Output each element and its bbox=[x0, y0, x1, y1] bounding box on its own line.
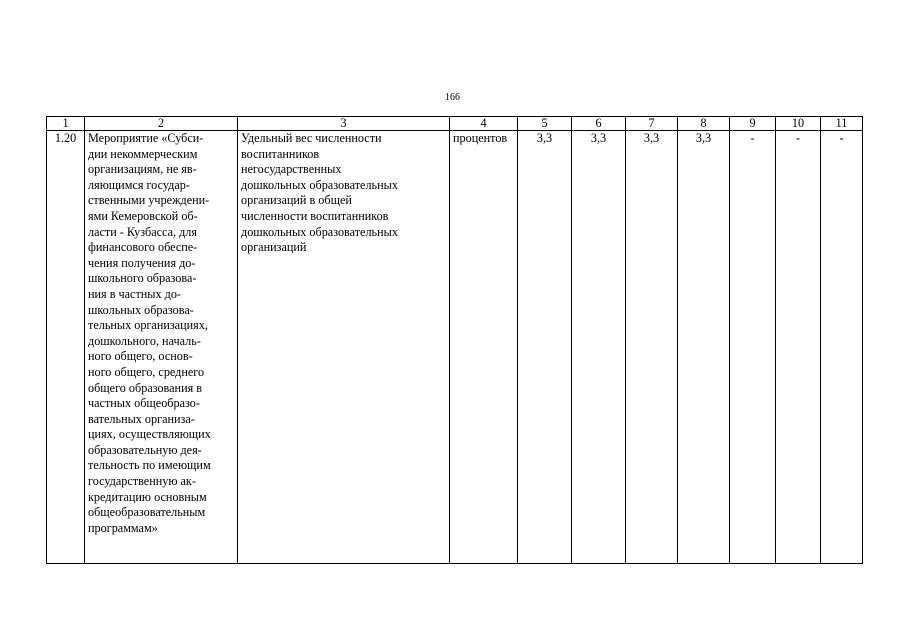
value-col-6: 3,3 bbox=[572, 131, 626, 564]
table-row bbox=[47, 131, 863, 564]
indicator-name: Удельный вес численности воспитанников негосударственных дошкольных образовательных организаций в общей численности воспитанников дошкольных образовательных организаций bbox=[238, 131, 450, 564]
value-col-5: 3,3 bbox=[518, 131, 572, 564]
header-col-4: 4 bbox=[450, 117, 518, 131]
header-col-7: 7 bbox=[626, 117, 678, 131]
header-row bbox=[47, 117, 863, 131]
value-col-10: - bbox=[776, 131, 821, 564]
event-name: Мероприятие «Субси- дии некоммерческим организациям, не яв- ляющимся государ- ственными учреждени- ями Кемеровской об- ласти - Кузбасса, для финансового обеспе- чения получения до- школьного образова- ния в частных до- школьных образова- тельных организациях, дошкольного, началь- ного общего, основ- ного общего, среднего общего образования в частных общеобразо- вательных организа- циях, осуществляющих образовательную дея- тельность по имеющим государственную ак- кредитацию основным общеобразовательным программам» bbox=[85, 131, 238, 564]
header-col-9: 9 bbox=[730, 117, 776, 131]
header-col-5: 5 bbox=[518, 117, 572, 131]
unit-of-measure: процентов bbox=[450, 131, 518, 564]
header-col-1: 1 bbox=[47, 117, 85, 131]
value-col-11: - bbox=[821, 131, 863, 564]
value-col-7: 3,3 bbox=[626, 131, 678, 564]
value-col-8: 3,3 bbox=[678, 131, 730, 564]
value-col-9: - bbox=[730, 131, 776, 564]
header-col-2: 2 bbox=[85, 117, 238, 131]
indicator-table bbox=[46, 116, 863, 564]
header-col-8: 8 bbox=[678, 117, 730, 131]
header-col-6: 6 bbox=[572, 117, 626, 131]
header-col-3: 3 bbox=[238, 117, 450, 131]
page-number: 166 bbox=[445, 92, 460, 103]
row-number: 1.20 bbox=[47, 131, 85, 564]
header-col-11: 11 bbox=[821, 117, 863, 131]
header-col-10: 10 bbox=[776, 117, 821, 131]
